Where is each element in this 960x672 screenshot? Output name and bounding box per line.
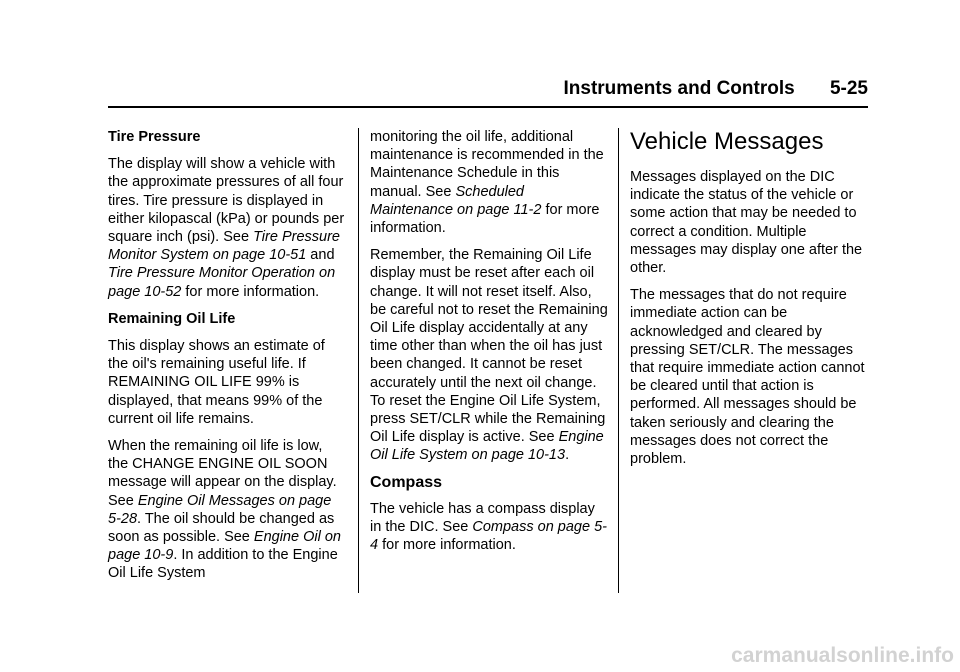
text-run: monitoring the oil life, additional maintenance is recommended in the Maintenance Schedule in this manual. See <box>370 129 604 200</box>
cross-reference-link[interactable]: Compass on page 5-4 <box>370 519 607 554</box>
cross-reference-link[interactable]: Engine Oil Life System on page 10-13 <box>370 429 604 464</box>
messages-clear-paragraph: The messages that do not require immediate action can be acknowledged and cleared by pressing SET/CLR. The messages that require immediate action cannot be cleared until that action is performed. All messages should be taken seriously and clearing the messages does not correct the problem. <box>630 287 865 468</box>
text-run: Remember, the Remaining Oil Life display must be reset after each oil change. It will not reset itself. Also, be careful not to reset the Remaining Oil Life display accidentally at any time other than when the oil has just been changed. It cannot be reset accurately until the next oil change. To reset the Engine Oil Life System, press SET/CLR while the Remaining Oil Life display is active. See <box>370 247 608 446</box>
cross-reference-link[interactable]: Scheduled Maintenance on page 11-2 <box>370 183 542 218</box>
cross-reference-link[interactable]: Tire Pressure Monitor System on page 10-51 <box>108 229 340 264</box>
page-header <box>564 78 869 100</box>
oil-life-paragraph: This display shows an estimate of the oil's remaining useful life. If REMAINING OIL LIFE 99% is displayed, that means 99% of the current oil life remains. <box>108 338 325 427</box>
maintenance-paragraph <box>370 128 608 237</box>
text-run: . The oil should be changed as soon as possible. See <box>108 510 335 546</box>
text-run: . In addition to the Engine Oil Life System <box>108 547 338 582</box>
cross-reference-link[interactable]: Engine Oil Messages on page 5-28 <box>108 492 332 527</box>
text-run: for more information. <box>370 201 600 237</box>
text-run: The vehicle has a compass display in the DIC. See <box>370 500 595 536</box>
column-1 <box>108 128 346 592</box>
vehicle-messages-heading: Vehicle Messages <box>630 128 824 155</box>
text-run: for more information. <box>378 537 516 554</box>
compass-heading: Compass <box>370 473 443 491</box>
text-run: for more information. <box>181 283 320 300</box>
tire-pressure-heading: Tire Pressure <box>108 129 201 145</box>
column-2 <box>370 128 608 563</box>
text-run: The display will show a vehicle with the approximate pressures of all four tires. Tire pressure is displayed in either kilopascal (kPa) or pounds per square inch (psi). See <box>108 156 345 246</box>
column-divider <box>358 128 359 593</box>
oil-life-low-paragraph <box>108 437 346 583</box>
page-number: 5-25 <box>829 78 868 99</box>
messages-intro-paragraph: Messages displayed on the DIC indicate the status of the vehicle or some action that may be needed to correct a condition. Multiple messages may display one after the other. <box>630 169 863 277</box>
column-3 <box>630 128 868 477</box>
watermark: carmanualsonline.info <box>731 644 954 667</box>
header-rule <box>108 106 868 108</box>
cross-reference-link[interactable]: Engine Oil on page 10-9 <box>108 529 341 564</box>
text-run: . <box>565 447 570 464</box>
text-run: and <box>306 247 335 264</box>
section-title: Instruments and Controls <box>563 78 795 99</box>
column-divider <box>618 128 619 593</box>
reset-oil-life-paragraph <box>370 246 608 464</box>
remaining-oil-life-heading: Remaining Oil Life <box>108 310 236 327</box>
compass-paragraph <box>370 500 608 555</box>
cross-reference-link[interactable]: Tire Pressure Monitor Operation on page 10-52 <box>108 265 336 300</box>
text-run: When the remaining oil life is low, the CHANGE ENGINE OIL SOON message will appear on the display. See <box>108 438 337 509</box>
tire-pressure-paragraph <box>108 155 346 301</box>
